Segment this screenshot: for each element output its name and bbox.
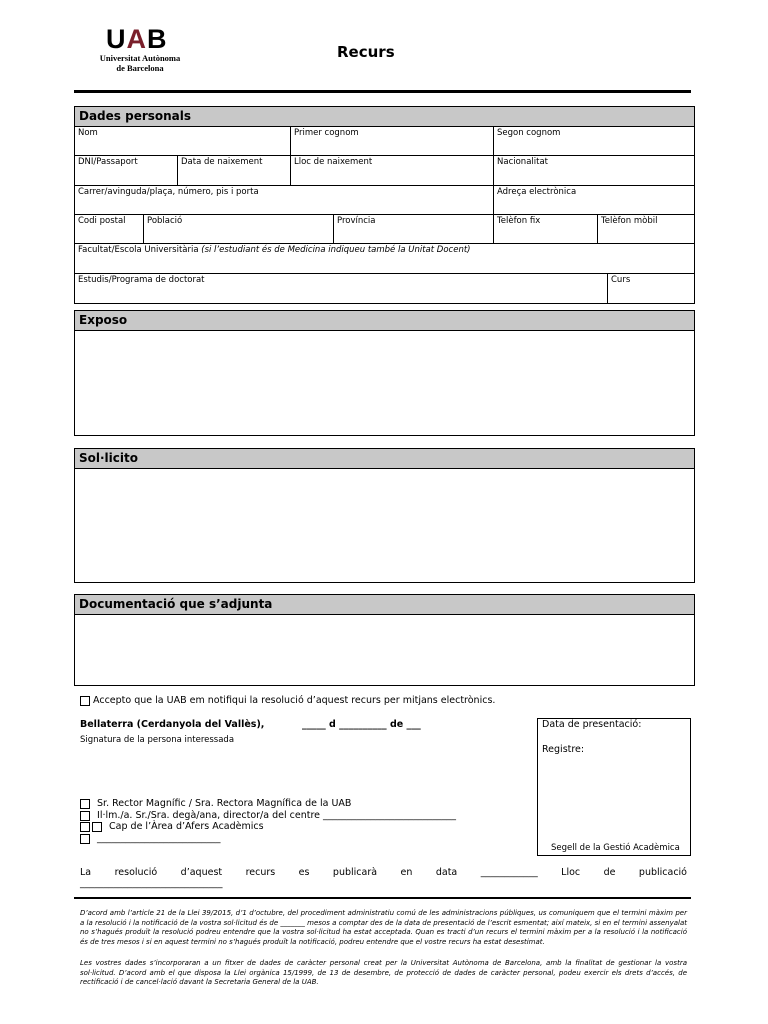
sollicito-section bbox=[74, 448, 695, 583]
facultat-field[interactable]: Facultat/Escola Universitària (si l’estudiant és de Medicina indiqueu també la Unitat Docent) bbox=[78, 245, 471, 255]
poblacio-field[interactable]: Població bbox=[143, 215, 333, 243]
sollicito-textarea[interactable] bbox=[75, 469, 694, 582]
exposo-textarea[interactable] bbox=[75, 331, 694, 435]
primer-cognom-field[interactable]: Primer cognom bbox=[290, 127, 493, 155]
curs-field[interactable]: Curs bbox=[607, 274, 694, 303]
sollicito-heading: Sol·licito bbox=[75, 449, 694, 469]
recipient-cap-checkbox-b[interactable] bbox=[92, 822, 102, 832]
facultat-note: (si l’estudiant és de Medicina indiqueu també la Unitat Docent) bbox=[201, 245, 471, 255]
publication-text: La resolució d’aquest recurs es publicarà en data ____________ Lloc de publicació bbox=[80, 867, 687, 878]
signatura-label: Signatura de la persona interessada bbox=[80, 735, 235, 745]
footer-divider bbox=[74, 897, 691, 899]
recipient-cap-label: Cap de l’Àrea d’Afers Acadèmics bbox=[109, 821, 264, 832]
recipient-dega bbox=[80, 810, 456, 821]
documentacio-heading: Documentació que s’adjunta bbox=[75, 595, 694, 615]
recipient-other-blank: __________________________ bbox=[97, 833, 221, 844]
recipient-dega-checkbox[interactable] bbox=[80, 811, 90, 821]
recipient-rector bbox=[80, 798, 351, 809]
codi-postal-field[interactable]: Codi postal bbox=[78, 216, 126, 226]
recipient-dega-label: Il·lm./a. Sr./Sra. degà/ana, director/a del centre ____________________________ bbox=[97, 810, 457, 821]
accepto-row bbox=[80, 695, 495, 706]
telefon-mobil-field[interactable]: Telèfon mòbil bbox=[597, 215, 694, 243]
recipient-cap bbox=[80, 821, 264, 832]
page-title: Recurs bbox=[337, 43, 395, 61]
provincia-field[interactable]: Província bbox=[333, 215, 493, 243]
recipient-other-checkbox[interactable] bbox=[80, 834, 90, 844]
personal-data-section bbox=[74, 106, 695, 304]
university-name-line1: Universitat Autònoma bbox=[99, 53, 181, 63]
segell-label: Segell de la Gestió Acadèmica bbox=[551, 843, 680, 853]
dni-field[interactable]: DNI/Passaport bbox=[78, 157, 138, 167]
university-name bbox=[92, 53, 188, 73]
segon-cognom-field[interactable]: Segon cognom bbox=[493, 127, 694, 155]
estudis-field[interactable]: Estudis/Programa de doctorat bbox=[78, 275, 205, 285]
data-naixement-field[interactable]: Data de naixement bbox=[177, 156, 290, 185]
carrer-field[interactable]: Carrer/avinguda/plaça, número, pis i porta bbox=[78, 187, 259, 197]
university-name-line2: de Barcelona bbox=[116, 63, 164, 73]
nacionalitat-field[interactable]: Nacionalitat bbox=[493, 156, 694, 185]
registre-label: Registre: bbox=[542, 744, 585, 755]
recipient-rector-checkbox[interactable] bbox=[80, 799, 90, 809]
date-blanks[interactable]: _____ d __________ de ___ bbox=[302, 719, 421, 730]
data-presentacio-label: Data de presentació: bbox=[542, 719, 642, 730]
place-text: Bellaterra (Cerdanyola del Vallès), bbox=[80, 719, 265, 730]
header-divider bbox=[74, 90, 691, 93]
accepto-checkbox[interactable] bbox=[80, 696, 90, 706]
publication-blank[interactable]: ______________________________ bbox=[80, 878, 223, 889]
legal-notice: D’acord amb l’article 21 de la Llei 39/2015, d’1 d’octubre, del procediment administratiu comú de les administracions públiques, us comuniquem que el termini màxim per a la resolució i la notificació de la vostra sol·licitud és de _______ mesos a comptar des de la data de presentació de l’escrit esmentat; així mateix, si en el termini assenyalat no s’hagués produït la resolució podreu entendre que la vostra sol·licitud ha estat acceptada. Quan es tracti d’un recurs el termini màxim per a la resolució i la notificació és de tres mesos i si en aquest termini no s’hagués produït la notificació, podreu entendre que el vostre recurs ha estat desestimat. bbox=[80, 909, 687, 946]
recipient-cap-checkbox-a[interactable] bbox=[80, 822, 90, 832]
accepto-label: Accepto que la UAB em notifiqui la resolució d’aquest recurs per mitjans electrònics. bbox=[93, 695, 496, 706]
uab-logo: UAB bbox=[106, 24, 168, 54]
adreca-electronica-field[interactable]: Adreça electrònica bbox=[493, 186, 694, 214]
exposo-heading: Exposo bbox=[75, 311, 694, 331]
documentacio-section bbox=[74, 594, 695, 686]
exposo-section bbox=[74, 310, 695, 436]
lloc-naixement-field[interactable]: Lloc de naixement bbox=[290, 156, 493, 185]
stamp-box bbox=[537, 718, 691, 856]
recipient-rector-label: Sr. Rector Magnífic / Sra. Rectora Magnífica de la UAB bbox=[97, 798, 352, 809]
documentacio-textarea[interactable] bbox=[75, 615, 694, 685]
nom-field[interactable]: Nom bbox=[78, 128, 98, 138]
telefon-fix-field[interactable]: Telèfon fix bbox=[493, 215, 597, 243]
recipient-other bbox=[80, 833, 221, 844]
data-protection-notice: Les vostres dades s’incorporaran a un fitxer de dades de caràcter personal creat per la Universitat Autònoma de Barcelona, amb la finalitat de gestionar la vostra sol·licitud. D’acord amb el que disposa la Llei orgànica 15/1999, de 13 de desembre, de protecció de dades de caràcter personal, podeu exercir els drets d’accés, de rectificació i de cancel·lació davant la Secretaria General de la UAB. bbox=[80, 959, 687, 986]
personal-data-heading: Dades personals bbox=[75, 107, 694, 127]
